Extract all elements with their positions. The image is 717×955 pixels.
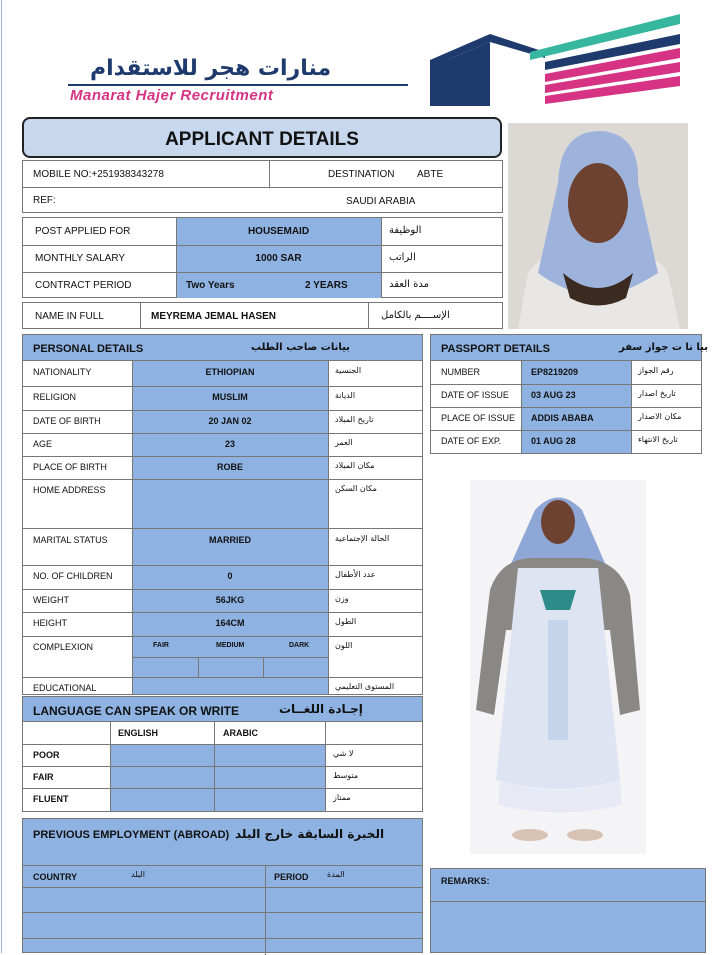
post-value: HOUSEMAID [247, 226, 310, 237]
personal-row-label-ar: اللون [335, 641, 353, 650]
personal-row-value: 20 JAN 02 [208, 416, 252, 426]
passport-row-value: ADDIS ABABA [531, 413, 594, 423]
passport-details-title: PASSPORT DETAILS [441, 343, 550, 355]
personal-row-label: NO. OF CHILDREN [33, 571, 113, 581]
personal-row-value: 164CM [215, 618, 245, 628]
personal-row-label: PLACE OF BIRTH [33, 462, 107, 472]
personal-row-label-ar: وزن [335, 594, 349, 603]
name-label: NAME IN FULL [35, 311, 104, 322]
personal-row-label-ar: عدد الأطفال [335, 570, 376, 579]
personal-row-label: RELIGION [33, 392, 77, 402]
personal-details-header [22, 334, 423, 361]
passport-row-value: 03 AUG 23 [531, 390, 576, 400]
contract-value-years: 2 YEARS [305, 280, 348, 291]
logo-arabic-name: منارات هجر للاستقدام [90, 56, 332, 81]
mobile-number: MOBILE NO:+251938343278 [33, 169, 164, 180]
destination-country: SAUDI ARABIA [346, 196, 416, 207]
employment-period-label-ar: المدة [327, 870, 345, 879]
employment-section [22, 818, 423, 953]
language-row-label-ar: لا شي [333, 749, 354, 758]
personal-row-label: MARITAL STATUS [33, 535, 108, 545]
personal-row-label-ar: العمر [335, 438, 353, 447]
applicant-portrait-photo [508, 123, 688, 329]
passport-row-value: EP8219209 [531, 367, 579, 377]
name-row [22, 302, 503, 329]
passport-row-label-ar: تاريخ اصدار [638, 389, 676, 398]
page-title-box [22, 117, 502, 158]
passport-details-table [430, 361, 702, 454]
passport-row-label-ar: رقم الجواز [638, 366, 674, 375]
complexion-option-fair: FAIR [153, 642, 169, 649]
personal-row-label-ar: الطول [335, 617, 357, 626]
passport-row-label-ar: مكان الاصدار [638, 412, 682, 421]
salary-label-ar: الراتب [389, 252, 416, 263]
passport-details-title-ar: بيا نا ت جواز سفر [619, 342, 708, 353]
job-table [22, 217, 503, 298]
personal-row-label-ar: الجنسية [335, 366, 362, 375]
personal-row-label: DATE OF BIRTH [33, 416, 101, 426]
personal-row-label-ar: الديانة [335, 391, 356, 400]
ref-label: REF: [33, 195, 56, 206]
passport-details-header [430, 334, 708, 361]
logo [60, 40, 420, 110]
passport-row-label: PLACE OF ISSUE [441, 413, 516, 423]
employment-title: PREVIOUS EMPLOYMENT (ABROAD) [33, 829, 230, 841]
personal-details-table [22, 361, 423, 695]
personal-row-label: COMPLEXION [33, 642, 94, 652]
logo-english-name: Manarat Hajer Recruitment [70, 87, 274, 104]
house-logo-icon [425, 12, 685, 108]
language-row-label: POOR [33, 750, 60, 760]
personal-row-value: 0 [227, 571, 233, 581]
personal-row-value: ROBE [216, 462, 243, 472]
name-label-ar: الإســــم بالكامل [381, 310, 450, 321]
passport-row-label-ar: تاريخ الانتهاء [638, 435, 678, 444]
personal-row-label-ar: تاريخ الميلاد [335, 415, 374, 424]
contract-value-text: Two Years [186, 280, 235, 291]
destination-label: DESTINATION [328, 169, 395, 180]
language-row-label-ar: متوسط [333, 771, 359, 780]
language-row-label: FAIR [33, 772, 54, 782]
passport-row-label: DATE OF EXP. [441, 436, 502, 446]
employment-country-label-ar: البلد [131, 870, 145, 879]
logo-underline [68, 84, 408, 86]
language-header [22, 696, 423, 722]
complexion-option-dark: DARK [289, 642, 310, 649]
personal-row-label: HOME ADDRESS [33, 485, 106, 495]
applicant-full-body-photo [470, 480, 646, 854]
personal-row-label-ar: المستوى التعليمي [335, 682, 395, 691]
remarks-label: REMARKS: [441, 876, 490, 886]
contract-label-ar: مدة العقد [389, 279, 429, 290]
language-col-english: ENGLISH [118, 728, 159, 738]
personal-row-value: MARRIED [209, 535, 251, 545]
page-border-left [1, 0, 2, 953]
passport-row-label: DATE OF ISSUE [441, 390, 509, 400]
language-title: LANGUAGE CAN SPEAK OR WRITE [33, 704, 240, 718]
personal-row-value: ETHIOPIAN [205, 367, 255, 377]
personal-row-value: 23 [224, 439, 235, 449]
passport-row-label: NUMBER [441, 367, 481, 377]
contract-label: CONTRACT PERIOD [35, 280, 132, 291]
personal-row-label-ar: الحالة الإجتماعية [335, 534, 390, 543]
personal-details-title: PERSONAL DETAILS [33, 343, 144, 355]
personal-row-value: MUSLIM [212, 392, 248, 402]
top-info-table [22, 160, 503, 213]
personal-row-label: HEIGHT [33, 618, 68, 628]
personal-details-title-ar: بيانات صاحب الطلب [251, 342, 350, 353]
destination-code: ABTE [417, 169, 444, 180]
employment-country-label: COUNTRY [33, 872, 78, 882]
complexion-option-medium: MEDIUM [216, 642, 245, 649]
personal-row-label: WEIGHT [33, 595, 69, 605]
personal-row-label: EDUCATIONAL [33, 683, 97, 693]
employment-period-label: PERIOD [274, 872, 309, 882]
personal-row-label: NATIONALITY [33, 367, 92, 377]
page-title: APPLICANT DETAILS [165, 129, 359, 150]
name-value: MEYREMA JEMAL HASEN [151, 311, 277, 322]
personal-row-label: AGE [33, 439, 53, 449]
post-label-ar: الوظيفة [389, 225, 422, 236]
employment-title-ar: الخبرة السابقة خارج البلد [235, 827, 385, 841]
salary-value: 1000 SAR [255, 253, 302, 264]
personal-row-label-ar: مكان الميلاد [335, 461, 375, 470]
language-table [22, 722, 423, 812]
personal-row-label-ar: مكان السكن [335, 484, 377, 493]
remarks-box [430, 868, 706, 953]
passport-row-value: 01 AUG 28 [531, 436, 576, 446]
language-row-label: FLUENT [33, 794, 69, 804]
salary-label: MONTHLY SALARY [35, 253, 126, 264]
personal-row-value: 56JKG [215, 595, 245, 605]
post-label: POST APPLIED FOR [35, 226, 131, 237]
language-col-arabic: ARABIC [223, 728, 258, 738]
language-title-ar: إجـادة اللغــات [279, 702, 363, 716]
language-row-label-ar: ممتاز [333, 793, 351, 802]
